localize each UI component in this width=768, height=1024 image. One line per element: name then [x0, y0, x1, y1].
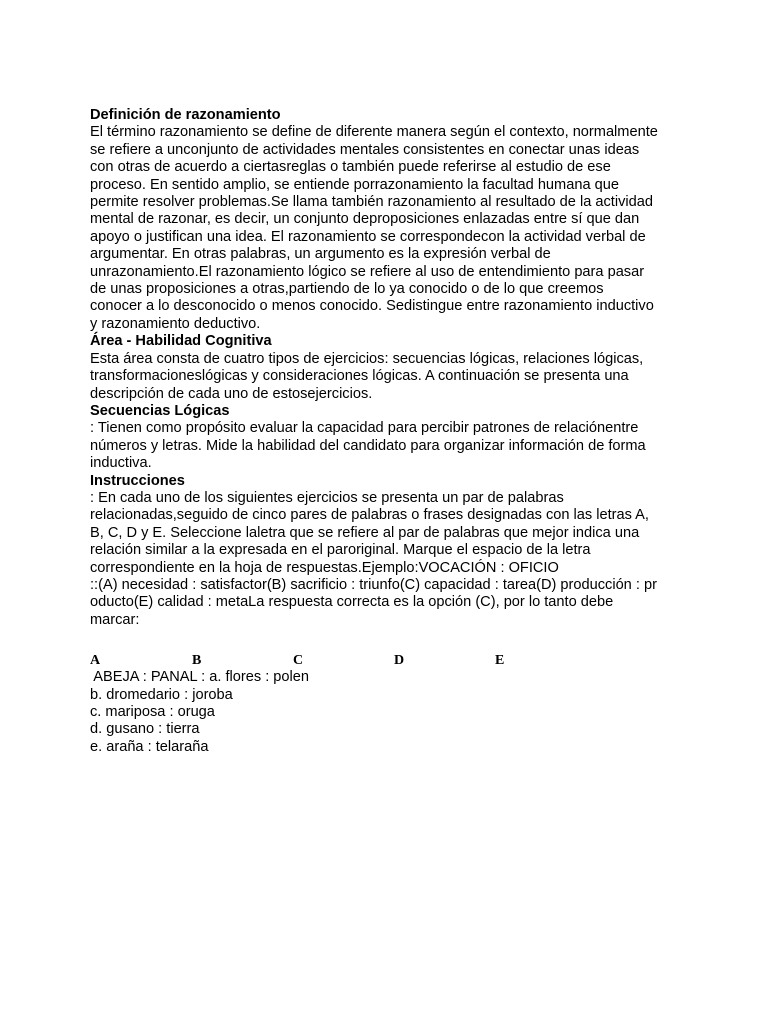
paragraph-line: conocer a lo desconocido o menos conocido. Sedistingue entre razonamiento inductivo: [90, 298, 654, 315]
section-heading: Definición de razonamiento: [90, 107, 281, 123]
document-page: [90, 107, 690, 756]
paragraph-line: : Tienen como propósito evaluar la capacidad para percibir patrones de relaciónentre: [90, 420, 639, 437]
section-secuencias: [90, 403, 690, 473]
exercise-option: d. gusano : tierra: [90, 721, 200, 738]
paragraph-line: transformacioneslógicas y consideraciones lógicas. A continuación se presenta una: [90, 368, 629, 385]
paragraph-line: números y letras. Mide la habilidad del candidato para organizar información de forma: [90, 437, 646, 454]
paragraph-line: Esta área consta de cuatro tipos de ejercicios: secuencias lógicas, relaciones lógicas,: [90, 350, 644, 367]
paragraph-line: : En cada uno de los siguientes ejercicios se presenta un par de palabras: [90, 489, 564, 506]
answer-letter-a: A: [90, 653, 101, 669]
paragraph-line: oducto(E) calidad : metaLa respuesta correcta es la opción (C), por lo tanto debe: [90, 594, 614, 611]
paragraph-line: argumentar. En otras palabras, un argumento es la expresión verbal de: [90, 246, 551, 263]
paragraph-line: B, C, D y E. Seleccione laletra que se refiere al par de palabras que mejor indica una: [90, 524, 640, 541]
answer-letter-row: [90, 651, 690, 671]
answer-letter-d: D: [394, 653, 405, 669]
paragraph-line: con otras de acuerdo a ciertasreglas o también puede referirse al estudio de ese: [90, 159, 611, 176]
paragraph-line: descripción de cada uno de estosejercicios.: [90, 385, 373, 402]
paragraph-line: El término razonamiento se define de diferente manera según el contexto, normalmente: [90, 124, 658, 141]
paragraph-line: marcar:: [90, 611, 140, 628]
section-heading: Área - Habilidad Cognitiva: [90, 333, 272, 350]
section-heading: Instrucciones: [90, 472, 185, 489]
paragraph-line: proceso. En sentido amplio, se entiende porrazonamiento la facultad humana que: [90, 176, 619, 193]
paragraph-line: se refiere a unconjunto de actividades mentales consistentes en conectar unas ideas: [90, 141, 640, 158]
exercise-prompt: ABEJA : PANAL : a. flores : polen: [90, 669, 310, 686]
paragraph-line: correspondiente en la hoja de respuestas.Ejemplo:VOCACIÓN : OFICIO: [90, 559, 559, 576]
answer-letter-b: B: [192, 653, 202, 669]
paragraph-line: inductiva.: [90, 455, 152, 472]
paragraph-line: permite resolver problemas.Se llama también razonamiento al resultado de la actividad: [90, 194, 653, 211]
section-heading: Secuencias Lógicas: [90, 402, 230, 419]
paragraph-line: unrazonamiento.El razonamiento lógico se refiere al uso de entendimiento para pasar: [90, 263, 645, 280]
paragraph-line: relación similar a la expresada en el paroriginal. Marque el espacio de la letra: [90, 542, 591, 559]
exercise-option: c. mariposa : oruga: [90, 704, 215, 720]
paragraph-line: ::(A) necesidad : satisfactor(B) sacrificio : triunfo(C) capacidad : tarea(D) producción : pr: [90, 576, 657, 593]
section-definicion: [90, 107, 690, 333]
paragraph-line: relacionadas,seguido de cinco pares de palabras o frases designadas con las letras A,: [90, 507, 649, 524]
paragraph-line: apoyo o justifican una idea. El razonamiento se correspondecon la actividad verbal de: [90, 228, 646, 245]
exercise-option: e. araña : telaraña: [90, 738, 209, 755]
paragraph-line: mental de razonar, es decir, un conjunto deproposiciones enlazadas entre sí que dan: [90, 211, 640, 228]
exercise-option: b. dromedario : joroba: [90, 686, 233, 703]
paragraph-line: y razonamiento deductivo.: [90, 315, 261, 332]
exercise-block: [90, 669, 690, 756]
paragraph-line: de unas proposiciones a otras,partiendo de lo ya conocido o de lo que creemos: [90, 281, 604, 298]
section-area: [90, 333, 690, 403]
answer-letter-c: C: [293, 653, 304, 669]
section-instrucciones: [90, 473, 690, 630]
answer-letter-e: E: [495, 653, 505, 669]
